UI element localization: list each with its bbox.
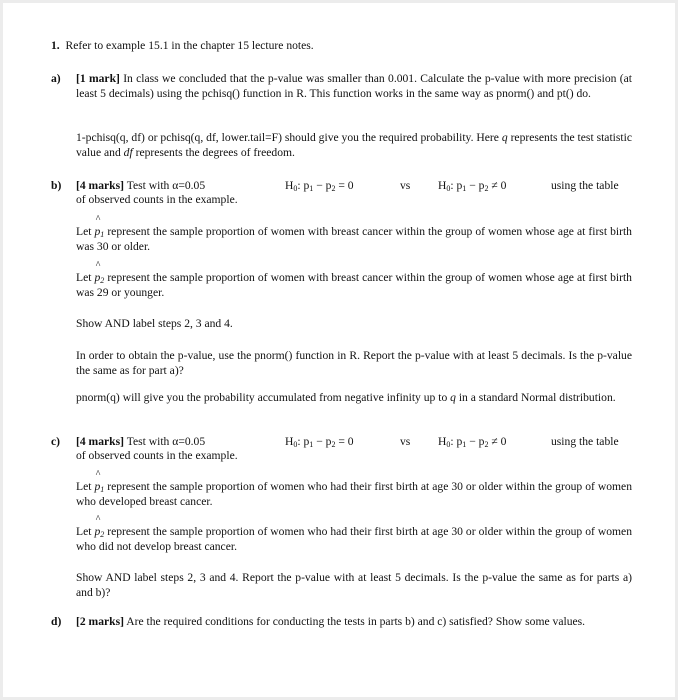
part-d-label: d) xyxy=(51,615,62,628)
c-h0-sub2: 2 xyxy=(331,440,336,449)
part-b-marks: [4 marks] xyxy=(76,179,124,192)
part-c-vs: vs xyxy=(400,435,411,448)
pnorm-mid: will give you the probability accumulated from negative infinity up to xyxy=(119,391,451,404)
part-c-table-ref: using the table xyxy=(551,435,619,448)
part-c-steps: Show AND label steps 2, 3 and 4. Report the p-value with at least 5 decimals. Is the p-value the same as for parts a) and b)? xyxy=(76,571,632,599)
part-b-p1-def xyxy=(76,225,632,254)
pnorm-code: pnorm(q) xyxy=(76,391,120,404)
df-symbol: df xyxy=(123,145,133,159)
part-c-null-hypothesis xyxy=(285,435,354,450)
ha-sub2: 2 xyxy=(484,184,489,193)
part-c-test-text: Test with α=0.05 xyxy=(126,435,206,448)
c-p2-sub: 2 xyxy=(100,530,105,539)
part-c-marks: [4 marks] xyxy=(76,435,124,448)
part-c-label: c) xyxy=(51,435,61,448)
p2-desc: represent the sample proportion of women with breast cancer within the group of women whose age at first birth was 29 or younger. xyxy=(76,271,632,299)
c-p2-hat-symbol xyxy=(94,525,104,540)
part-c-alt-hypothesis xyxy=(438,435,506,450)
c-p2-symbol: p xyxy=(94,525,101,538)
p1-sub: 1 xyxy=(100,230,105,239)
pnorm-end: in a standard Normal distribution. xyxy=(455,391,616,404)
pnorm-q: q xyxy=(450,391,456,404)
c-p2-desc: represent the sample proportion of women who had their first birth at age 30 or older within the group of women who did not develop breast cancer. xyxy=(76,525,632,553)
part-b-steps: Show AND label steps 2, 3 and 4. xyxy=(76,317,233,330)
c-h0-rel: = 0 xyxy=(335,435,354,448)
c-ha-minus: − p xyxy=(466,435,485,448)
part-c-test xyxy=(76,435,276,450)
p2-symbol: p xyxy=(94,271,101,284)
c-p2-lead: Let xyxy=(76,525,95,538)
c-ha-prefix: H xyxy=(438,435,447,448)
p2-lead: Let xyxy=(76,271,95,284)
ha-p: : p xyxy=(450,179,463,192)
ha-sub1: 1 xyxy=(462,184,467,193)
part-b-table-ref: using the table xyxy=(551,179,619,192)
c-p1-symbol: p xyxy=(94,480,101,493)
ha-minus: − p xyxy=(466,179,485,192)
part-a-marks: [1 mark] xyxy=(76,72,120,85)
c-p1-lead: Let xyxy=(76,480,95,493)
ha-prefix: H xyxy=(438,179,447,192)
c-p1-sub: 1 xyxy=(100,485,105,494)
document-page xyxy=(3,3,675,697)
p1-desc: represent the sample proportion of women with breast cancer within the group of women whose age at first birth was 30 or older. xyxy=(76,225,632,253)
c-h0-prefix: H xyxy=(285,435,294,448)
h0-sub: 0 xyxy=(293,184,298,193)
part-c-p1-def xyxy=(76,480,632,509)
h0-sub1: 1 xyxy=(309,184,314,193)
part-a-body: In class we concluded that the p-value was smaller than 0.001. Calculate the p-value with more precision (at least 5 decimals) using the pchisq() function in R. This function works in the same way as pnorm() and pt() do. xyxy=(76,72,632,100)
part-b-null-hypothesis xyxy=(285,179,354,194)
part-b-p2-def xyxy=(76,271,632,300)
question-intro xyxy=(51,39,314,54)
c-h0-minus: − p xyxy=(313,435,332,448)
c-ha-sub2: 2 xyxy=(484,440,489,449)
c-h0-sub: 0 xyxy=(293,440,298,449)
part-d-marks: [2 marks] xyxy=(76,615,124,628)
part-a-hint-mid2: represents the test statistic value and xyxy=(76,131,632,159)
p2-sub: 2 xyxy=(100,276,105,285)
question-intro-text: Refer to example 15.1 in the chapter 15 lecture notes. xyxy=(65,39,314,52)
part-b-instruction: In order to obtain the p-value, use the pnorm() function in R. Report the p-value with at least 5 decimals. Is the p-value the same as for part a)? xyxy=(76,349,632,377)
p2-hat-symbol xyxy=(94,271,104,286)
h0-prefix: H xyxy=(285,179,294,192)
part-a-hint-end: represents the degrees of freedom. xyxy=(132,145,295,159)
h0-p: : p xyxy=(297,179,310,192)
part-d-body: Are the required conditions for conducting the tests in parts b) and c) satisfied? Show some values. xyxy=(126,615,586,628)
part-a-hint-code: 1-pchisq(q, df) or pchisq(q, df, lower.tail=F) xyxy=(76,131,282,144)
c-p1-desc: represent the sample proportion of women who had their first birth at age 30 or older within the group of women who developed breast cancer. xyxy=(76,480,632,508)
part-b-vs: vs xyxy=(400,179,411,192)
q-symbol: q xyxy=(501,131,508,144)
p1-symbol: p xyxy=(94,225,101,238)
part-b-alt-hypothesis xyxy=(438,179,506,194)
c-p1-hat-symbol xyxy=(94,480,104,495)
part-a-hint xyxy=(76,131,632,160)
part-a-text xyxy=(76,72,632,101)
ha-rel: ≠ 0 xyxy=(488,179,507,192)
part-c-table-ref-2: of observed counts in the example. xyxy=(76,449,238,462)
part-a-hint-mid: should give you the required probability. Here xyxy=(281,131,502,144)
h0-minus: − p xyxy=(313,179,332,192)
part-b-label: b) xyxy=(51,179,62,192)
c-ha-p: : p xyxy=(450,435,463,448)
p1-hat-symbol xyxy=(94,225,104,240)
part-b-test-text: Test with α=0.05 xyxy=(126,179,206,192)
part-a-label: a) xyxy=(51,72,61,85)
c-ha-rel: ≠ 0 xyxy=(488,435,507,448)
part-b-test xyxy=(76,179,276,194)
h0-sub2: 2 xyxy=(331,184,336,193)
part-b-pnorm-note xyxy=(76,391,632,406)
c-ha-sub: 0 xyxy=(446,440,451,449)
part-b-table-ref-2: of observed counts in the example. xyxy=(76,193,238,206)
question-number: 1. xyxy=(51,39,60,52)
c-ha-sub1: 1 xyxy=(462,440,467,449)
h0-rel: = 0 xyxy=(335,179,354,192)
ha-sub: 0 xyxy=(446,184,451,193)
p1-lead: Let xyxy=(76,225,95,238)
c-h0-sub1: 1 xyxy=(309,440,314,449)
part-d-text xyxy=(76,615,632,630)
c-h0-p: : p xyxy=(297,435,310,448)
part-c-p2-def xyxy=(76,525,632,554)
